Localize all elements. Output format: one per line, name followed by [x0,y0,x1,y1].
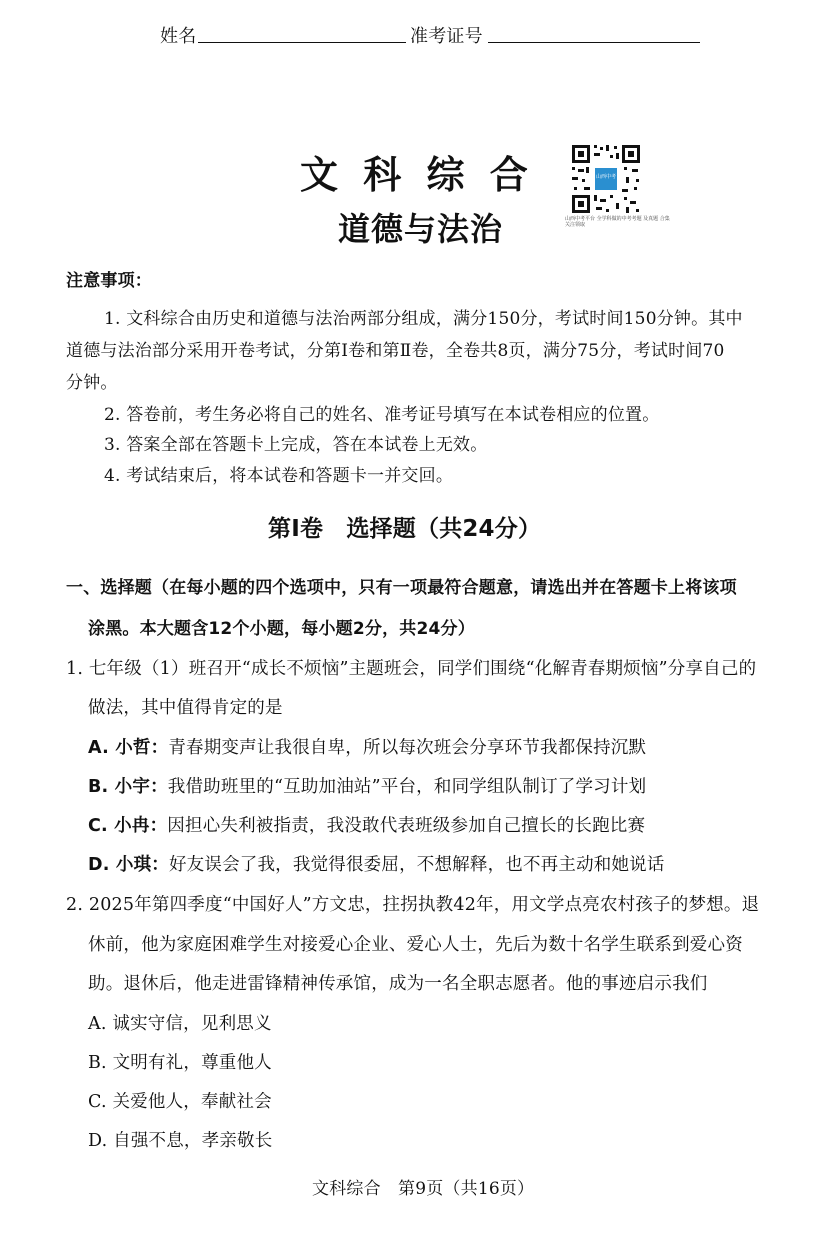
qr-caption: 山西中考平台 全学科做的中考考题 及真题 合集 关注领取 [565,216,670,228]
section-title: 第Ⅰ卷 选择题（共24分） [268,516,542,542]
q2-option-a: A. 诚实守信，见利思义 [88,1014,272,1034]
q2-stem-line3: 助。退休后，他走进雷锋精神传承馆，成为一名全职志愿者。他的事迹启示我们 [88,974,708,994]
name-field[interactable] [198,42,406,43]
q1-option-d-text: 好友误会了我，我觉得很委屈，不想解释，也不再主动和她说话 [168,855,665,875]
qr-center-label: 山西中考 [595,174,616,180]
name-label: 姓名 [160,26,197,47]
q1-option-d-label: D. 小琪： [88,855,169,875]
exam-id-label: 准考证号 [410,26,483,47]
q2-option-d: D. 自强不息，孝亲敬长 [88,1131,273,1151]
notes-item1-line2: 道德与法治部分采用开卷考试，分第Ⅰ卷和第Ⅱ卷，全卷共8页，满分75分，考试时间70 [66,341,725,361]
q2-option-b: B. 文明有礼，尊重他人 [88,1053,272,1073]
notes-heading: 注意事项： [66,271,152,291]
q1-option-a-label: A. 小哲： [88,738,169,758]
q2-option-c: C. 关爱他人，奉献社会 [88,1092,272,1112]
section-instructions-line2: 涂黑。本大题含12个小题，每小题2分，共24分） [88,619,475,639]
section-instructions-line1: 一、选择题（在每小题的四个选项中，只有一项最符合题意，请选出并在答题卡上将该项 [66,578,737,598]
exam-id-field[interactable] [488,42,700,43]
q1-option-a [88,734,646,759]
q1-stem-line1: 1. 七年级（1）班召开“成长不烦恼”主题班会，同学们围绕“化解青春期烦恼”分享自己的 [66,659,757,679]
notes-item1-line1: 1. 文科综合由历史和道德与法治两部分组成，满分150分，考试时间150分钟。其中 [104,309,743,329]
q1-option-d [88,851,665,876]
notes-item2: 2. 答卷前，考生务必将自己的姓名、准考证号填写在本试卷相应的位置。 [104,405,660,425]
q2-stem-line2: 休前，他为家庭困难学生对接爱心企业、爱心人士，先后为数十名学生联系到爱心资 [88,935,743,955]
qr-code-icon [570,143,642,215]
q1-option-b-text: 我借助班里的“互助加油站”平台，和同学组队制订了学习计划 [167,777,647,797]
q1-option-c-label: C. 小冉： [88,816,168,836]
q1-option-b [88,773,646,798]
q1-option-a-text: 青春期变声让我很自卑，所以每次班会分享环节我都保持沉默 [168,738,647,758]
q1-option-c [88,812,645,837]
q2-stem-line1: 2. 2025年第四季度“中国好人”方文忠，拄拐执教42年，用文学点亮农村孩子的梦想。退 [66,895,760,915]
notes-item1-line3: 分钟。 [66,373,118,393]
page-subtitle: 道德与法治 [338,210,504,248]
q1-option-c-text: 因担心失利被指责，我没敢代表班级参加自己擅长的长跑比赛 [167,816,646,836]
notes-item3: 3. 答案全部在答题卡上完成，答在本试卷上无效。 [104,435,488,455]
q1-option-b-label: B. 小宇： [88,777,168,797]
page-footer: 文科综合 第9页（共16页） [312,1179,535,1199]
page-title: 文 科 综 合 [300,153,534,197]
notes-item4: 4. 考试结束后，将本试卷和答题卡一并交回。 [104,466,454,486]
q1-stem-line2: 做法，其中值得肯定的是 [88,698,283,718]
